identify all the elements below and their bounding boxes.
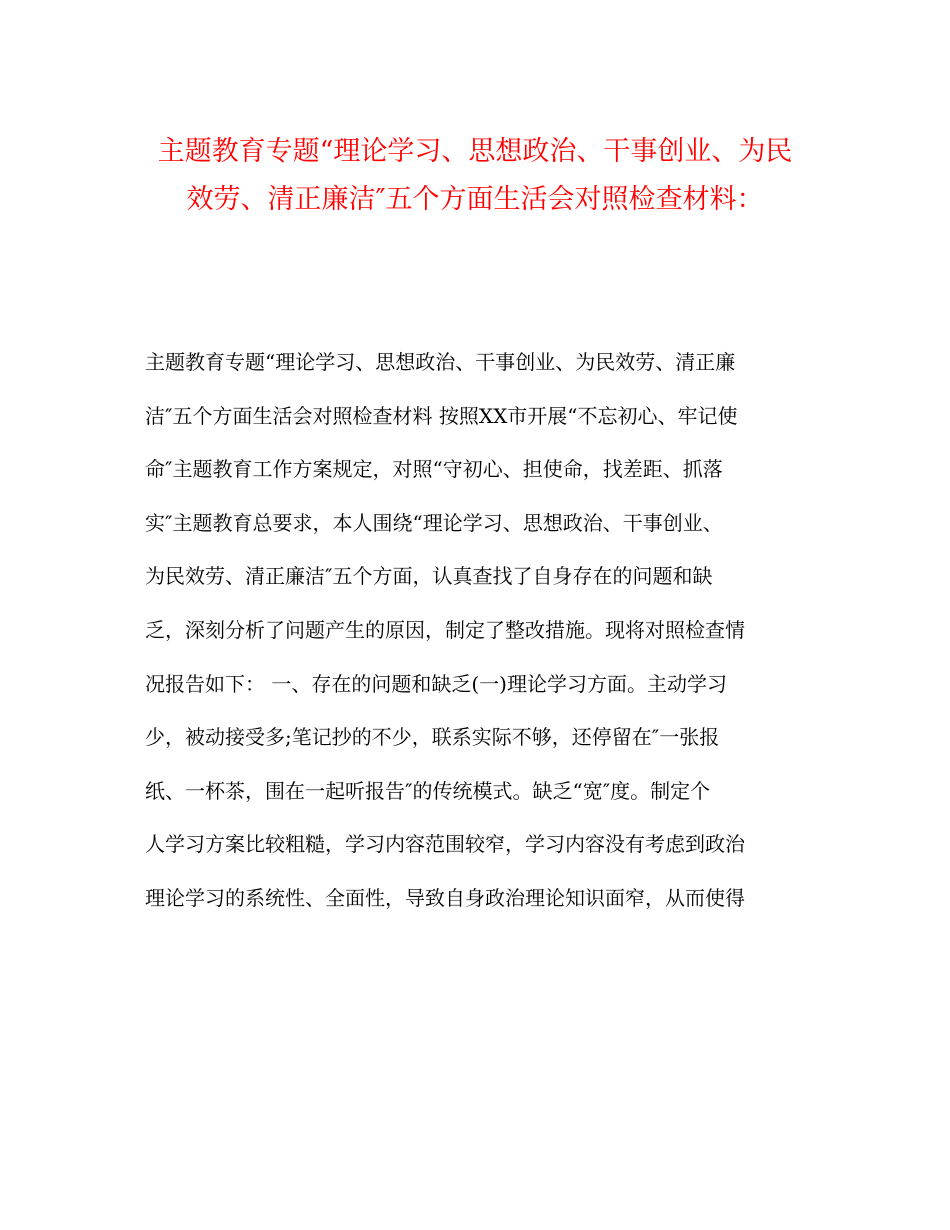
body-line: 实″主题教育总要求，本人围绕“理论学习、思想政治、干事创业、 [145,510,723,535]
body-line: 乏，深刻分析了问题产生的原因，制定了整改措施。现将对照检查情 [145,617,745,642]
body-line: 人学习方案比较粗糙，学习内容范围较窄，学习内容没有考虑到政治 [145,832,745,857]
body-line: 理论学习的系统性、全面性，导致自身政治理论知识面窄，从而使得 [145,885,745,910]
body-line: 纸、一杯茶，围在一起听报告″的传统模式。缺乏“宽″度。制定个 [145,778,711,803]
body-line: 命″主题教育工作方案规定，对照“守初心、担使命，找差距、抓落 [145,457,723,482]
title-line: 效劳、清正廉洁″五个方面生活会对照检查材料： [186,184,764,215]
body-line: 主题教育专题“理论学习、思想政治、干事创业、为民效劳、清正廉 [145,350,736,374]
body-line: 少，被动接受多;笔记抄的不少，联系实际不够，还停留在″一张报 [145,725,720,750]
body-line: 洁″五个方面生活会对照检查材料 按照XX市开展“不忘初心、牢记使 [145,403,738,428]
body-line: 况报告如下： 一、存在的问题和缺乏(一)理论学习方面。主动学习 [145,671,727,696]
document-title [140,128,810,224]
title-line: 主题教育专题“理论学习、思想政治、干事创业、为民 [157,136,793,167]
document-body [145,336,815,926]
body-line: 为民效劳、清正廉洁″五个方面，认真查找了自身存在的问题和缺 [145,564,713,589]
